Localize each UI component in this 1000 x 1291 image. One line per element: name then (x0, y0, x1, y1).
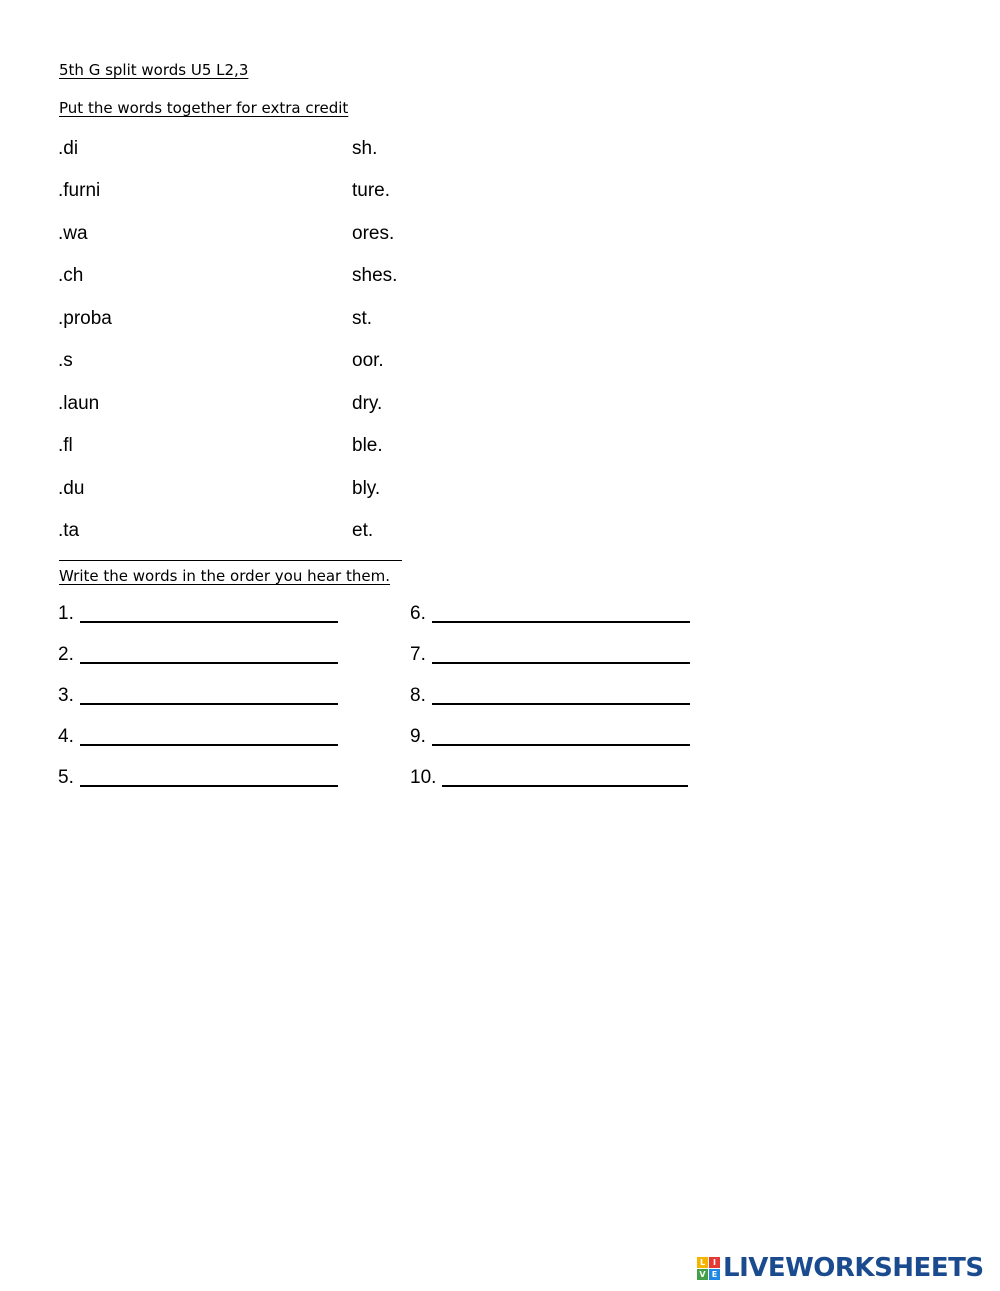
answer-blank[interactable] (80, 621, 338, 623)
word-fragment[interactable]: shes. (352, 265, 398, 286)
word-fragment[interactable]: ble. (352, 435, 383, 456)
answer-item (58, 644, 338, 666)
answer-number: 6. (410, 603, 426, 624)
logo-block-i: I (709, 1257, 720, 1268)
word-fragment[interactable]: ores. (352, 223, 395, 244)
answer-item (410, 726, 690, 748)
word-fragment[interactable]: .proba (58, 308, 112, 329)
word-fragment[interactable]: .s (58, 350, 73, 371)
section-divider (59, 560, 402, 561)
word-fragment[interactable]: .di (58, 138, 79, 159)
logo-block-l: L (697, 1257, 708, 1268)
extra-credit-instruction: Put the words together for extra credit (59, 99, 349, 117)
word-fragment[interactable]: st. (352, 308, 373, 329)
answer-number: 3. (58, 685, 74, 706)
word-fragment[interactable]: bly. (352, 478, 381, 499)
answer-item (410, 603, 690, 625)
word-fragment[interactable]: dry. (352, 393, 383, 414)
word-fragment[interactable]: .laun (58, 393, 100, 414)
answer-number: 2. (58, 644, 74, 665)
answer-number: 5. (58, 767, 74, 788)
word-fragment[interactable]: .ch (58, 265, 84, 286)
word-fragment[interactable]: et. (352, 520, 374, 541)
word-fragment[interactable]: .du (58, 478, 85, 499)
word-fragment[interactable]: .ta (58, 520, 80, 541)
word-fragment[interactable]: .wa (58, 223, 88, 244)
answer-blank[interactable] (80, 662, 338, 664)
answer-number: 9. (410, 726, 426, 747)
word-fragment[interactable]: .fl (58, 435, 73, 456)
answer-blank[interactable] (432, 662, 690, 664)
answer-blank[interactable] (432, 621, 690, 623)
word-fragment[interactable]: oor. (352, 350, 384, 371)
answer-item (58, 603, 338, 625)
answer-item (410, 644, 690, 666)
answer-item (58, 685, 338, 707)
word-fragment[interactable]: sh. (352, 138, 378, 159)
logo-text: LIVEWORKSHEETS (723, 1253, 984, 1283)
answer-blank[interactable] (80, 785, 338, 787)
answer-item (410, 685, 690, 707)
answer-blank[interactable] (80, 703, 338, 705)
answer-number: 7. (410, 644, 426, 665)
answer-number: 1. (58, 603, 74, 624)
logo-icon (697, 1257, 720, 1280)
word-fragment[interactable]: ture. (352, 180, 391, 201)
answer-item (410, 767, 688, 789)
answer-blank[interactable] (432, 703, 690, 705)
logo-block-v: V (697, 1269, 708, 1280)
answer-item (58, 726, 338, 748)
answer-number: 4. (58, 726, 74, 747)
answer-blank[interactable] (432, 744, 690, 746)
answer-number: 8. (410, 685, 426, 706)
dictation-instruction: Write the words in the order you hear them. (59, 567, 390, 585)
word-fragment[interactable]: .furni (58, 180, 101, 201)
answer-blank[interactable] (442, 785, 688, 787)
answer-number: 10. (410, 767, 437, 788)
answer-item (58, 767, 338, 789)
answer-blank[interactable] (80, 744, 338, 746)
worksheet-title: 5th G split words U5 L2,3 (59, 61, 249, 79)
logo-block-e: E (709, 1269, 720, 1280)
liveworksheets-logo[interactable] (697, 1255, 984, 1281)
